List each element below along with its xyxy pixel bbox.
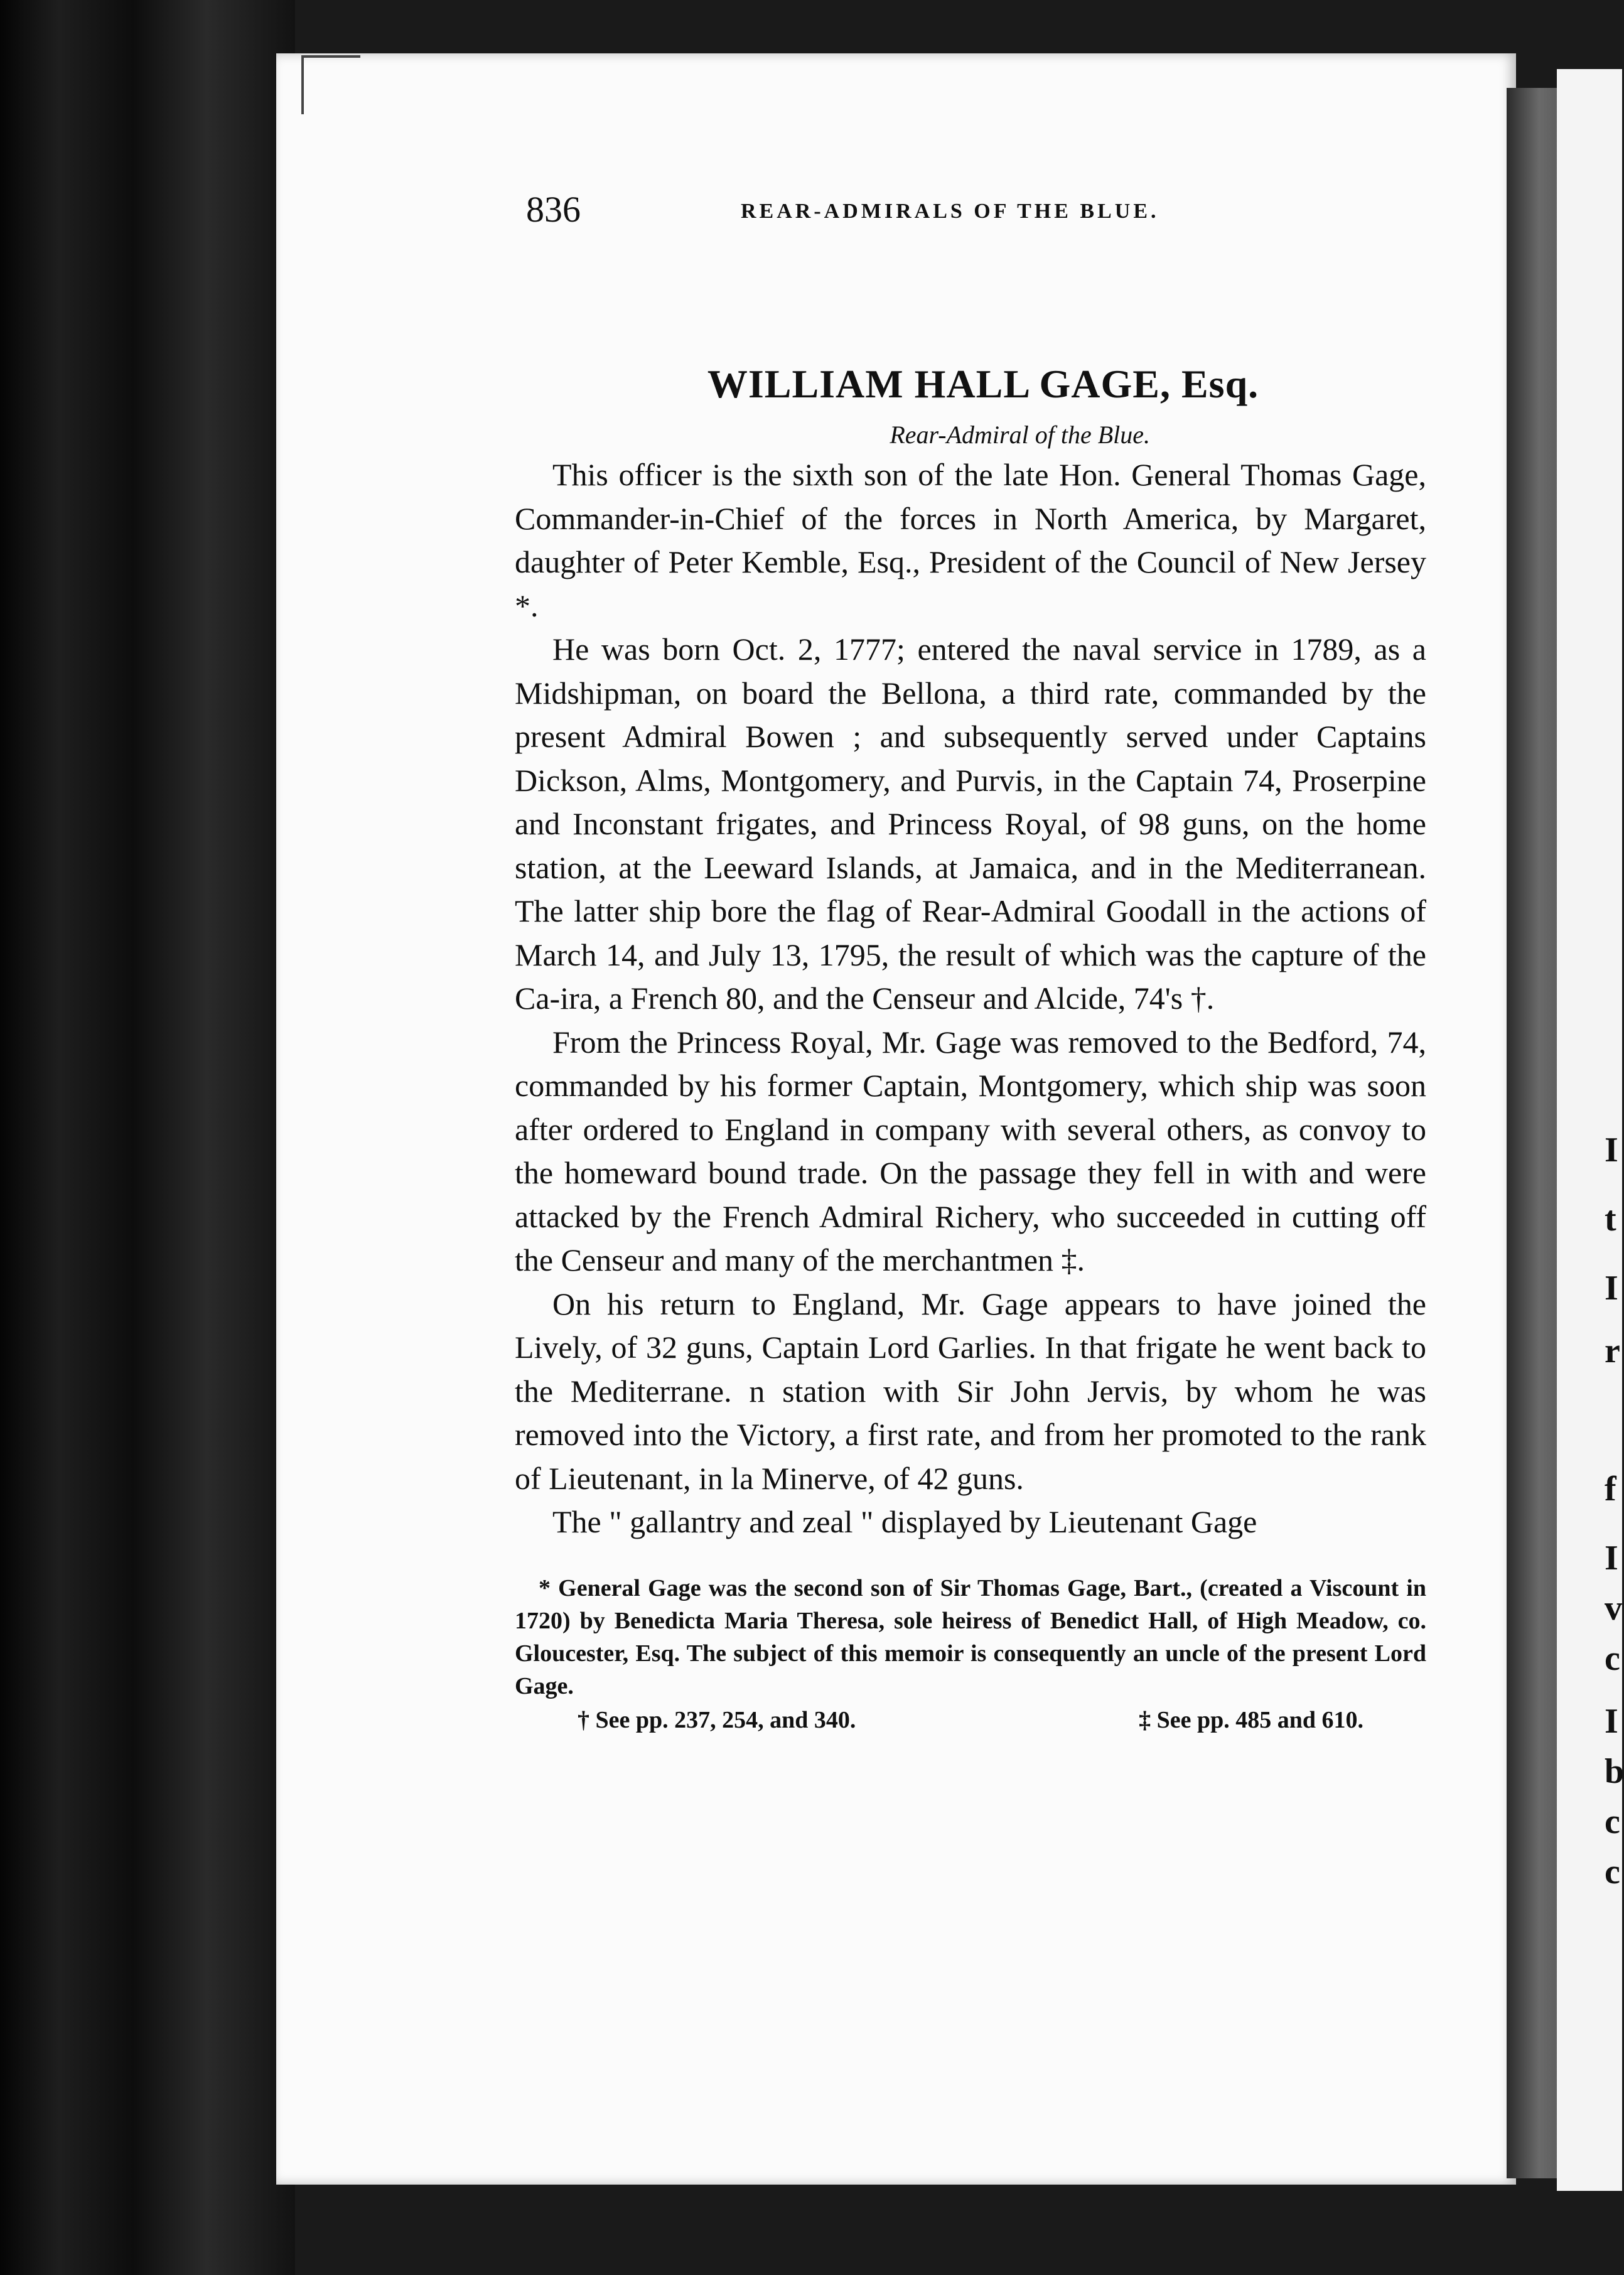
adjacent-page-letter: c bbox=[1605, 1639, 1620, 1678]
adjacent-page-letter: c bbox=[1605, 1802, 1620, 1841]
adjacent-page bbox=[1557, 69, 1622, 2191]
body-paragraph: From the Princess Royal, Mr. Gage was removed to the Bedford, 74, commanded by his former Captain, Montgomery, which ship was soon after ordered to England in company with several others, as convoy to the homeward bound trade. On the passage they fell in with and were attacked by the French Admiral Richery, who succeeded in cutting off the Censeur and many of the merchantmen ‡. bbox=[515, 1024, 1426, 1277]
footnote-double-dagger: ‡ See pp. 485 and 610. bbox=[1139, 1706, 1363, 1733]
footnote-row bbox=[515, 1706, 1426, 1734]
adjacent-page-letter: b bbox=[1605, 1752, 1624, 1791]
page-content bbox=[515, 188, 1426, 1734]
adjacent-page-letter: v bbox=[1605, 1589, 1622, 1628]
book-binding bbox=[0, 0, 295, 2275]
running-head bbox=[515, 188, 1426, 239]
body-paragraph: He was born Oct. 2, 1777; entered the naval service in 1789, as a Midshipman, on board the Bellona, a third rate, commanded by the present Admiral Bowen ; and subsequently served under Captains Dickson, Alms, Montgomery, and Purvis, in the Captain 74, Proserpine and Inconstant frigates, and Princess Royal, of 98 guns, on the home station, at the Leeward Islands, at Jamaica, and in the Mediterranean. The latter ship bore the flag of Rear-Admiral Goodall in the actions of March 14, and July 13, 1795, the result of which was the capture of the Ca-ira, a French 80, and the Censeur and Alcide, 74's †. bbox=[515, 632, 1426, 1016]
running-title: REAR-ADMIRALS OF THE BLUE. bbox=[741, 200, 1159, 223]
adjacent-page-letter: I bbox=[1605, 1269, 1618, 1308]
adjacent-page-letter: c bbox=[1605, 1853, 1620, 1891]
footnote-dagger: † See pp. 237, 254, and 340. bbox=[578, 1706, 856, 1733]
footnotes bbox=[515, 1572, 1426, 1734]
adjacent-page-letter: t bbox=[1605, 1200, 1616, 1239]
article-title: WILLIAM HALL GAGE, Esq. bbox=[707, 362, 1259, 406]
adjacent-page-letter: I bbox=[1605, 1702, 1618, 1741]
adjacent-page-letter: r bbox=[1605, 1331, 1620, 1370]
adjacent-page-letter: I bbox=[1605, 1539, 1618, 1578]
adjacent-page-letter: I bbox=[1605, 1131, 1618, 1170]
article-subtitle: Rear-Admiral of the Blue. bbox=[890, 421, 1150, 449]
body-paragraph: The " gallantry and zeal " displayed by Lieutenant Gage bbox=[552, 1504, 1257, 1539]
adjacent-page-letter: f bbox=[1605, 1470, 1616, 1509]
footnote-star: * General Gage was the second son of Sir Thomas Gage, Bart., (created a Viscount in 1720) by Benedicta Maria Theresa, sole heiress of Benedict Hall, of High Meadow, co. Gloucester, Esq. The subject of this memoir is consequently an uncle of the present Lord Gage. bbox=[515, 1574, 1426, 1699]
folded-corner-mark bbox=[301, 55, 360, 114]
article-body bbox=[515, 453, 1426, 1544]
body-paragraph: This officer is the sixth son of the late Hon. General Thomas Gage, Commander-in-Chief of the forces in North America, by Margaret, daughter of Peter Kemble, Esq., President of the Council of New Jersey *. bbox=[515, 457, 1426, 623]
page-number: 836 bbox=[526, 189, 581, 230]
body-paragraph: On his return to England, Mr. Gage appears to have joined the Lively, of 32 guns, Captain Lord Garlies. In that frigate he went back to the Mediterrane. n station with Sir John Jervis, by whom he was removed into the Victory, a first rate, and from her promoted to the rank of Lieutenant, in la Minerve, of 42 guns. bbox=[515, 1286, 1426, 1496]
